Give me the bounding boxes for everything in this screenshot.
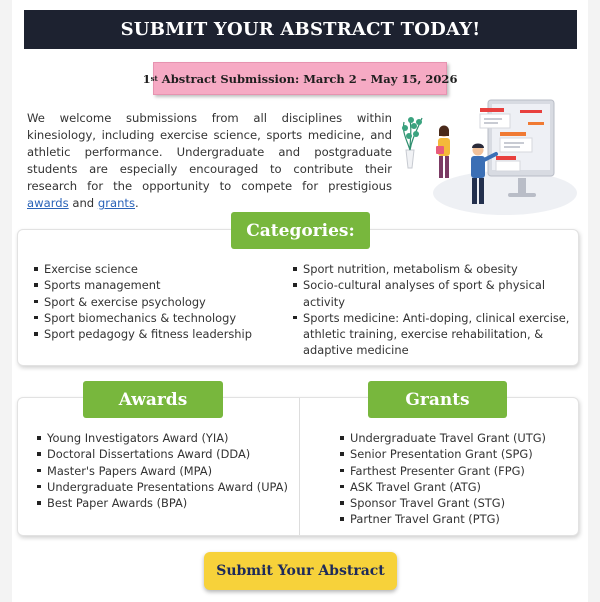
list-item: Undergraduate Presentations Award (UPA) bbox=[37, 479, 295, 495]
categories-heading-text: Categories: bbox=[246, 220, 355, 241]
list-item: Best Paper Awards (BPA) bbox=[37, 495, 295, 511]
list-item: Partner Travel Grant (PTG) bbox=[340, 511, 570, 527]
categories-list-left bbox=[34, 261, 284, 342]
list-item: Sports medicine: Anti-doping, clinical exercise, athletic training, exercise rehabilitation, & adaptive medicine bbox=[293, 310, 571, 359]
awards-list bbox=[37, 430, 295, 511]
grants-link[interactable]: grants bbox=[97, 196, 136, 210]
list-item: Sport biomechanics & technology bbox=[34, 310, 284, 326]
deadline-ordinal: 1 bbox=[142, 71, 151, 86]
list-item: Sport nutrition, metabolism & obesity bbox=[293, 261, 571, 277]
awards-grants-divider bbox=[299, 398, 300, 535]
categories-heading bbox=[231, 212, 370, 249]
list-item: Doctoral Dissertations Award (DDA) bbox=[37, 446, 295, 462]
grants-heading-text: Grants bbox=[405, 389, 470, 410]
list-item: Young Investigators Award (YIA) bbox=[37, 430, 295, 446]
list-item: Master's Papers Award (MPA) bbox=[37, 463, 295, 479]
awards-heading-text: Awards bbox=[118, 389, 188, 410]
intro-text: We welcome submissions from all disciplines within kinesiology, including exercise science, sports medicine, and athletic performance. Undergraduate and postgraduate students are especially encouraged to contribute their research for the opportunity to compete for prestigious bbox=[27, 111, 392, 193]
list-item: Exercise science bbox=[34, 261, 284, 277]
awards-heading bbox=[83, 381, 223, 418]
list-item: Sport pedagogy & fitness leadership bbox=[34, 326, 284, 342]
list-item: Sponsor Travel Grant (STG) bbox=[340, 495, 570, 511]
list-item: Socio-cultural analyses of sport & physical activity bbox=[293, 277, 571, 310]
grants-list bbox=[340, 430, 570, 528]
categories-list-right bbox=[293, 261, 571, 359]
deadline-text: Abstract Submission: March 2 – May 15, 2026 bbox=[157, 71, 458, 86]
list-item: Senior Presentation Grant (SPG) bbox=[340, 446, 570, 462]
grants-heading bbox=[368, 381, 507, 418]
list-item: Sport & exercise psychology bbox=[34, 294, 284, 310]
intro-end: . bbox=[135, 196, 139, 210]
presentation-screen-illustration bbox=[400, 98, 580, 218]
list-item: Undergraduate Travel Grant (UTG) bbox=[340, 430, 570, 446]
page-title: SUBMIT YOUR ABSTRACT TODAY! bbox=[120, 19, 481, 40]
page-title-banner bbox=[24, 10, 577, 49]
deadline-badge: 1 st Abstract Submission: March 2 – May 15, 2026 bbox=[153, 62, 447, 95]
intro-paragraph bbox=[27, 110, 392, 212]
submit-abstract-button[interactable] bbox=[204, 552, 397, 590]
list-item: Farthest Presenter Grant (FPG) bbox=[340, 463, 570, 479]
list-item: ASK Travel Grant (ATG) bbox=[340, 479, 570, 495]
list-item: Sports management bbox=[34, 277, 284, 293]
awards-link[interactable]: awards bbox=[27, 196, 69, 210]
intro-and: and bbox=[68, 196, 98, 210]
submit-abstract-label: Submit Your Abstract bbox=[216, 563, 385, 579]
